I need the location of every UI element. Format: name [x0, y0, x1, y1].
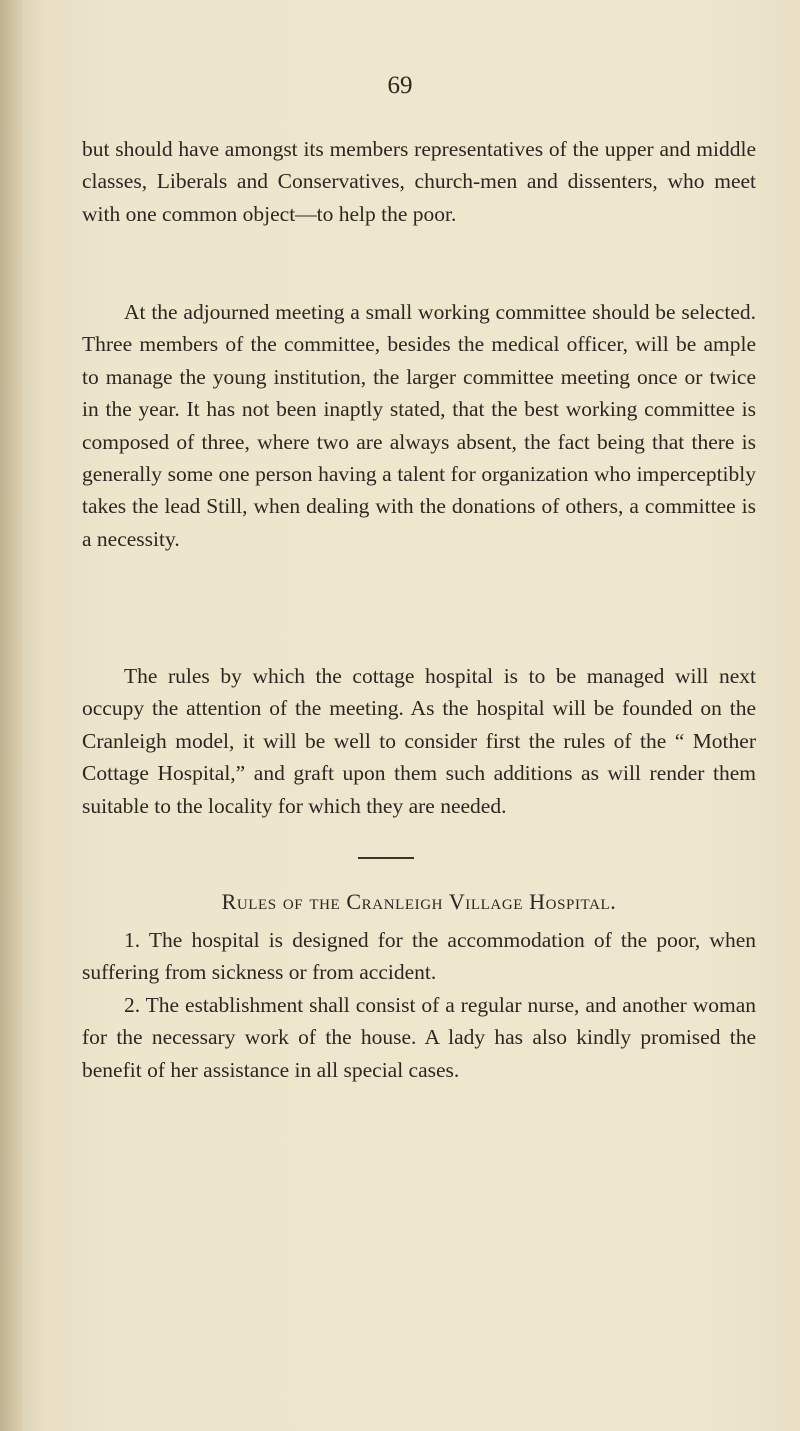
paragraph-text: but should have amongst its members representatives of the upper and middle classes, Liberals and Conservatives, church-men and dissenters, who meet with one common object—to help the poor. — [82, 137, 756, 226]
section-divider — [358, 857, 414, 859]
page-gutter-shadow — [0, 0, 22, 1431]
paragraph-text: The rules by which the cottage hospital is to be managed will next occupy the attention of the meeting. As the hospital will be founded on the Cranleigh model, it will be well to consider first the rules of the “ Mother Cottage Hospital,” and graft upon them such additions as will render them suitable to the locality for which they are needed. — [82, 664, 756, 818]
rule-item-1 — [82, 924, 756, 989]
rule-item-2 — [82, 989, 756, 1086]
paragraph-continuation — [82, 133, 756, 230]
rules-heading: Rules of the Cranleigh Village Hospital. — [221, 889, 617, 914]
page-number: 69 — [387, 72, 413, 99]
rule-text: 1. The hospital is designed for the accommodation of the poor, when suffering from sickness or from accident. — [82, 928, 756, 985]
paragraph-rules-intro — [82, 660, 756, 822]
paragraph-text: At the adjourned meeting a small working committee should be selected. Three members of the committee, besides the medical officer, will be ample to manage the young institution, the larger committee meeting once or twice in the year. It has not been inaptly stated, that the best working committee is composed of three, where two are always absent, the fact being that there is generally some one person having a talent for organization who imperceptibly takes the lead Still, when dealing with the donations of others, a committee is a necessity. — [82, 300, 756, 551]
rule-text: 2. The establishment shall consist of a regular nurse, and another woman for the necessary work of the house. A lady has also kindly promised the benefit of her assistance in all special cases. — [82, 993, 756, 1082]
paragraph-working-committee — [82, 296, 756, 555]
